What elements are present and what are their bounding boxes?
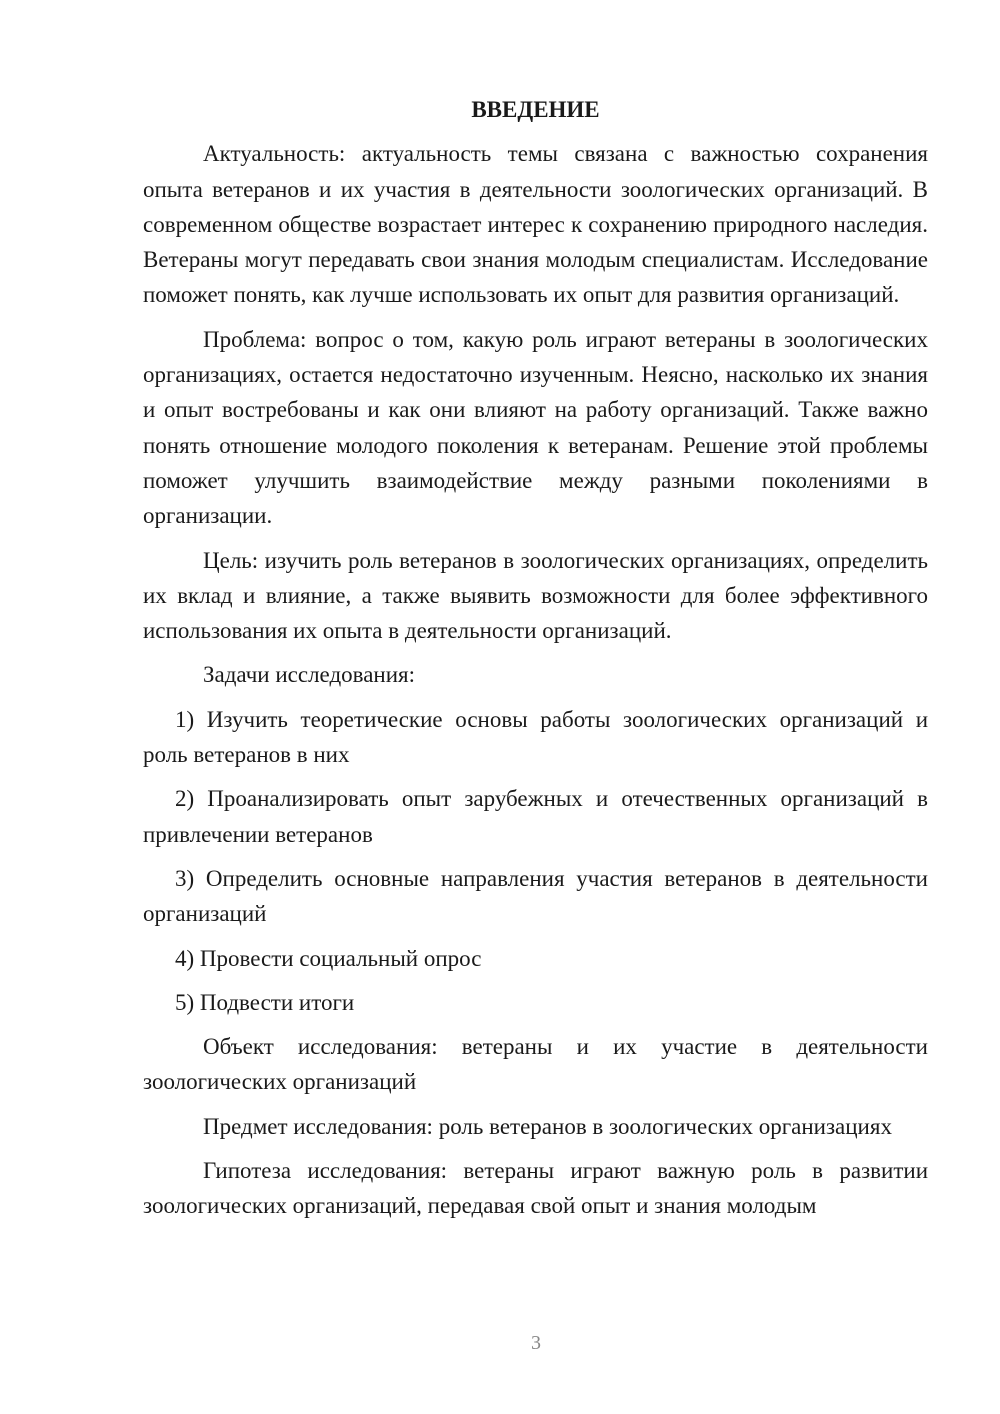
problem-paragraph: Проблема: вопрос о том, какую роль играют ветераны в зоологических организациях, остается недостаточно изученным. Неясно, насколько их знания и опыт востребованы и как они влияют на работу организаций. Также важно понять отношение молодого поколения к ветеранам. Решение этой проблемы поможет улучшить взаимодействие между разными поколениями в организации. <box>143 326 928 529</box>
task-item-4: 4) Провести социальный опрос <box>175 945 482 971</box>
page-content <box>143 92 928 1233</box>
research-subject: Предмет исследования: роль ветеранов в зоологических организациях <box>203 1113 892 1139</box>
section-title: ВВЕДЕНИЕ <box>471 97 600 122</box>
tasks-heading: Задачи исследования: <box>203 662 416 688</box>
task-item-2: 2) Проанализировать опыт зарубежных и отечественных организаций в привлечении ветеранов <box>143 786 928 847</box>
task-item-3: 3) Определить основные направления участия ветеранов в деятельности организаций <box>143 865 928 927</box>
goal-paragraph: Цель: изучить роль ветеранов в зоологических организациях, определить их вклад и влияние, а также выявить возможности для более эффективного использования их опыта в деятельности организаций. <box>143 547 928 644</box>
relevance-paragraph: Актуальность: актуальность темы связана с важностью сохранения опыта ветеранов и их участия в деятельности зоологических организаций. В современном обществе возрастает интерес к сохранению природного наследия. Ветераны могут передавать свои знания молодым специалистам. Исследование поможет понять, как лучше использовать их опыт для развития организаций. <box>143 141 928 308</box>
task-item-1: 1) Изучить теоретические основы работы зоологических организаций и роль ветеранов в них <box>143 706 928 768</box>
research-object: Объект исследования: ветераны и их участие в деятельности зоологических организаций <box>143 1034 928 1095</box>
page-number: 3 <box>531 1332 541 1354</box>
research-hypothesis: Гипотеза исследования: ветераны играют важную роль в развитии зоологических организаций, передавая свой опыт и знания молодым <box>143 1158 928 1219</box>
task-item-5: 5) Подвести итоги <box>175 989 355 1015</box>
